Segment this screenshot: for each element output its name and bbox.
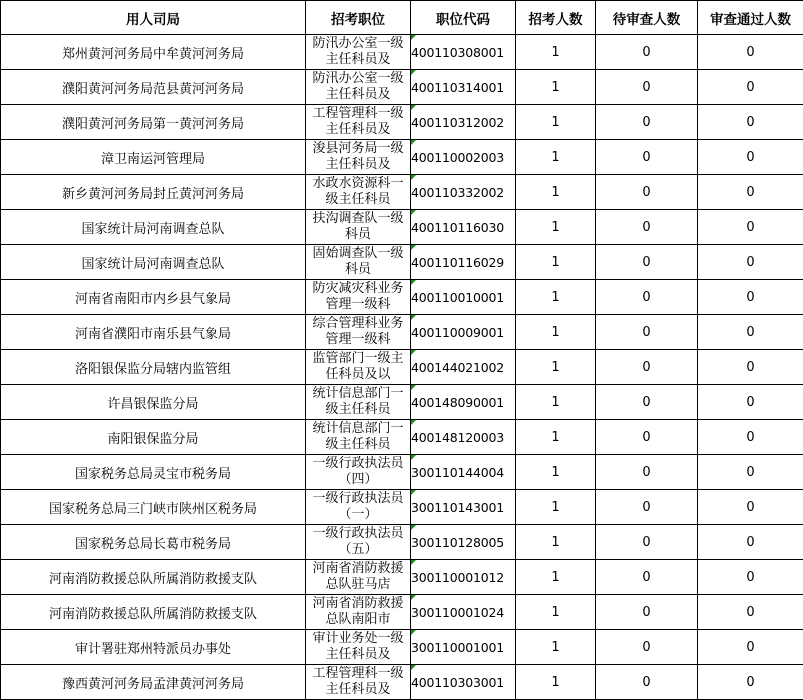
cell-position[interactable] bbox=[306, 420, 411, 455]
cell-position[interactable] bbox=[306, 210, 411, 245]
cell-pending[interactable]: 0 bbox=[596, 315, 698, 350]
cell-flag-icon bbox=[411, 35, 416, 40]
cell-employer[interactable]: 国家统计局河南调查总队 bbox=[1, 210, 306, 245]
table-row bbox=[1, 245, 803, 280]
table-row bbox=[1, 35, 803, 70]
cell-flag-icon bbox=[411, 595, 416, 600]
cell-passed[interactable]: 0 bbox=[698, 175, 803, 210]
cell-position-text: 河南省消防救援总队驻马店 bbox=[307, 561, 409, 593]
cell-pending[interactable]: 0 bbox=[596, 175, 698, 210]
table-row bbox=[1, 595, 803, 630]
cell-pending[interactable]: 0 bbox=[596, 70, 698, 105]
cell-position[interactable] bbox=[306, 245, 411, 280]
cell-flag-icon bbox=[411, 455, 416, 460]
cell-code-text: 400110009001 bbox=[411, 325, 504, 340]
header-pending[interactable]: 待审查人数 bbox=[596, 1, 698, 35]
cell-passed[interactable]: 0 bbox=[698, 105, 803, 140]
cell-passed[interactable]: 0 bbox=[698, 210, 803, 245]
cell-position[interactable] bbox=[306, 140, 411, 175]
cell-flag-icon bbox=[411, 280, 416, 285]
cell-position-text: 工程管理科一级主任科员及 bbox=[307, 666, 409, 698]
cell-position[interactable] bbox=[306, 665, 411, 700]
cell-recruit[interactable]: 1 bbox=[516, 105, 596, 140]
cell-passed[interactable]: 0 bbox=[698, 70, 803, 105]
cell-recruit[interactable]: 1 bbox=[516, 70, 596, 105]
cell-position[interactable] bbox=[306, 105, 411, 140]
cell-position[interactable] bbox=[306, 175, 411, 210]
cell-position[interactable] bbox=[306, 560, 411, 595]
cell-employer[interactable]: 河南消防救援总队所属消防救援支队 bbox=[1, 560, 306, 595]
cell-code-text: 400110332002 bbox=[411, 185, 504, 200]
cell-code-text: 400110308001 bbox=[411, 45, 504, 60]
cell-code[interactable] bbox=[411, 140, 516, 175]
cell-position-text: 一级行政执法员（四） bbox=[307, 456, 409, 488]
cell-code-text: 400110314001 bbox=[411, 80, 504, 95]
cell-position[interactable] bbox=[306, 280, 411, 315]
cell-position[interactable] bbox=[306, 385, 411, 420]
cell-code-text: 400110010001 bbox=[411, 290, 504, 305]
cell-passed[interactable]: 0 bbox=[698, 140, 803, 175]
cell-passed[interactable]: 0 bbox=[698, 560, 803, 595]
cell-flag-icon bbox=[411, 70, 416, 75]
cell-employer[interactable]: 郑州黄河河务局中牟黄河河务局 bbox=[1, 35, 306, 70]
header-passed[interactable]: 审查通过人数 bbox=[698, 1, 803, 35]
header-recruit[interactable]: 招考人数 bbox=[516, 1, 596, 35]
cell-recruit[interactable]: 1 bbox=[516, 280, 596, 315]
cell-code-text: 300110144004 bbox=[411, 465, 504, 480]
table-row bbox=[1, 280, 803, 315]
cell-employer[interactable]: 国家税务总局三门峡市陕州区税务局 bbox=[1, 490, 306, 525]
cell-position-text: 防汛办公室一级主任科员及 bbox=[307, 36, 409, 68]
cell-code-text: 400110116029 bbox=[411, 255, 504, 270]
cell-recruit[interactable]: 1 bbox=[516, 140, 596, 175]
cell-passed[interactable]: 0 bbox=[698, 315, 803, 350]
table-row bbox=[1, 385, 803, 420]
cell-employer[interactable]: 审计署驻郑州特派员办事处 bbox=[1, 630, 306, 665]
table-row bbox=[1, 350, 803, 385]
table-row bbox=[1, 665, 803, 700]
cell-employer[interactable]: 国家税务总局灵宝市税务局 bbox=[1, 455, 306, 490]
cell-code[interactable] bbox=[411, 665, 516, 700]
cell-recruit[interactable]: 1 bbox=[516, 245, 596, 280]
cell-code[interactable] bbox=[411, 595, 516, 630]
cell-code-text: 300110001001 bbox=[411, 640, 504, 655]
cell-code[interactable] bbox=[411, 455, 516, 490]
table-row bbox=[1, 420, 803, 455]
cell-passed[interactable]: 0 bbox=[698, 630, 803, 665]
cell-pending[interactable]: 0 bbox=[596, 560, 698, 595]
cell-recruit[interactable]: 1 bbox=[516, 525, 596, 560]
cell-pending[interactable]: 0 bbox=[596, 525, 698, 560]
header-position[interactable]: 招考职位 bbox=[306, 1, 411, 35]
table-row bbox=[1, 210, 803, 245]
cell-position[interactable] bbox=[306, 595, 411, 630]
cell-code[interactable] bbox=[411, 490, 516, 525]
cell-position-text: 统计信息部门一级主任科员 bbox=[307, 421, 409, 453]
cell-position-text: 一级行政执法员（五） bbox=[307, 526, 409, 558]
cell-position-text: 工程管理科一级主任科员及 bbox=[307, 106, 409, 138]
table-row bbox=[1, 560, 803, 595]
cell-position-text: 统计信息部门一级主任科员 bbox=[307, 386, 409, 418]
cell-flag-icon bbox=[411, 630, 416, 635]
cell-flag-icon bbox=[411, 385, 416, 390]
cell-flag-icon bbox=[411, 315, 416, 320]
cell-employer[interactable]: 河南省濮阳市南乐县气象局 bbox=[1, 315, 306, 350]
cell-position[interactable] bbox=[306, 70, 411, 105]
cell-passed[interactable]: 0 bbox=[698, 490, 803, 525]
cell-position-text: 扶沟调查队一级科员 bbox=[307, 211, 409, 243]
table-body bbox=[1, 35, 803, 700]
cell-position-text: 浚县河务局一级主任科员及 bbox=[307, 141, 409, 173]
cell-recruit[interactable]: 1 bbox=[516, 350, 596, 385]
cell-employer[interactable]: 河南省南阳市内乡县气象局 bbox=[1, 280, 306, 315]
cell-code-text: 400148090001 bbox=[411, 395, 504, 410]
cell-passed[interactable]: 0 bbox=[698, 350, 803, 385]
cell-position[interactable] bbox=[306, 35, 411, 70]
cell-employer[interactable]: 濮阳黄河河务局范县黄河河务局 bbox=[1, 70, 306, 105]
cell-flag-icon bbox=[411, 665, 416, 670]
cell-position-text: 防灾减灾科业务管理一级科 bbox=[307, 281, 409, 313]
cell-code[interactable] bbox=[411, 525, 516, 560]
cell-flag-icon bbox=[411, 490, 416, 495]
table-row bbox=[1, 315, 803, 350]
cell-passed[interactable]: 0 bbox=[698, 420, 803, 455]
cell-code-text: 300110143001 bbox=[411, 500, 504, 515]
cell-flag-icon bbox=[411, 175, 416, 180]
cell-recruit[interactable]: 1 bbox=[516, 210, 596, 245]
cell-code-text: 400110303001 bbox=[411, 675, 504, 690]
cell-code[interactable] bbox=[411, 35, 516, 70]
cell-code-text: 300110128005 bbox=[411, 535, 504, 550]
cell-employer[interactable]: 濮阳黄河河务局第一黄河河务局 bbox=[1, 105, 306, 140]
cell-pending[interactable]: 0 bbox=[596, 245, 698, 280]
table-row bbox=[1, 455, 803, 490]
table-row bbox=[1, 70, 803, 105]
cell-code[interactable] bbox=[411, 280, 516, 315]
cell-pending[interactable]: 0 bbox=[596, 665, 698, 700]
cell-passed[interactable]: 0 bbox=[698, 385, 803, 420]
cell-code-text: 300110001012 bbox=[411, 570, 504, 585]
cell-recruit[interactable]: 1 bbox=[516, 665, 596, 700]
table-row bbox=[1, 140, 803, 175]
cell-flag-icon bbox=[411, 105, 416, 110]
cell-flag-icon bbox=[411, 525, 416, 530]
cell-position-text: 审计业务处一级主任科员及 bbox=[307, 631, 409, 663]
cell-code[interactable] bbox=[411, 105, 516, 140]
cell-code[interactable] bbox=[411, 560, 516, 595]
cell-recruit[interactable]: 1 bbox=[516, 35, 596, 70]
cell-passed[interactable]: 0 bbox=[698, 245, 803, 280]
cell-code-text: 400148120003 bbox=[411, 430, 504, 445]
cell-code[interactable] bbox=[411, 175, 516, 210]
cell-position[interactable] bbox=[306, 630, 411, 665]
cell-pending[interactable]: 0 bbox=[596, 420, 698, 455]
cell-flag-icon bbox=[411, 140, 416, 145]
cell-position[interactable] bbox=[306, 315, 411, 350]
table-row bbox=[1, 105, 803, 140]
cell-pending[interactable]: 0 bbox=[596, 490, 698, 525]
cell-pending[interactable]: 0 bbox=[596, 280, 698, 315]
cell-position[interactable] bbox=[306, 490, 411, 525]
table-row bbox=[1, 525, 803, 560]
cell-flag-icon bbox=[411, 210, 416, 215]
cell-passed[interactable]: 0 bbox=[698, 665, 803, 700]
cell-employer[interactable]: 国家税务总局长葛市税务局 bbox=[1, 525, 306, 560]
cell-position-text: 防汛办公室一级主任科员及 bbox=[307, 71, 409, 103]
cell-pending[interactable]: 0 bbox=[596, 630, 698, 665]
table-row bbox=[1, 490, 803, 525]
cell-pending[interactable]: 0 bbox=[596, 105, 698, 140]
cell-position-text: 河南省消防救援总队南阳市 bbox=[307, 596, 409, 628]
header-code[interactable]: 职位代码 bbox=[411, 1, 516, 35]
cell-code[interactable] bbox=[411, 315, 516, 350]
cell-code-text: 400110312002 bbox=[411, 115, 504, 130]
cell-recruit[interactable]: 1 bbox=[516, 315, 596, 350]
cell-employer[interactable]: 许昌银保监分局 bbox=[1, 385, 306, 420]
cell-position-text: 一级行政执法员（一） bbox=[307, 491, 409, 523]
cell-flag-icon bbox=[411, 560, 416, 565]
cell-code-text: 300110001024 bbox=[411, 605, 504, 620]
cell-pending[interactable]: 0 bbox=[596, 455, 698, 490]
cell-employer[interactable]: 漳卫南运河管理局 bbox=[1, 140, 306, 175]
cell-recruit[interactable]: 1 bbox=[516, 595, 596, 630]
cell-employer[interactable]: 河南消防救援总队所属消防救援支队 bbox=[1, 595, 306, 630]
cell-code[interactable] bbox=[411, 350, 516, 385]
cell-passed[interactable]: 0 bbox=[698, 35, 803, 70]
cell-code-text: 400110002003 bbox=[411, 150, 504, 165]
header-employer[interactable]: 用人司局 bbox=[1, 1, 306, 35]
cell-pending[interactable]: 0 bbox=[596, 385, 698, 420]
cell-code[interactable] bbox=[411, 210, 516, 245]
cell-recruit[interactable]: 1 bbox=[516, 385, 596, 420]
cell-flag-icon bbox=[411, 420, 416, 425]
header-row bbox=[1, 1, 803, 35]
cell-position[interactable] bbox=[306, 455, 411, 490]
cell-position-text: 综合管理科业务管理一级科 bbox=[307, 316, 409, 348]
table-row bbox=[1, 175, 803, 210]
cell-recruit[interactable]: 1 bbox=[516, 175, 596, 210]
cell-employer[interactable]: 豫西黄河河务局孟津黄河河务局 bbox=[1, 665, 306, 700]
cell-employer[interactable]: 南阳银保监分局 bbox=[1, 420, 306, 455]
cell-code-text: 400144021002 bbox=[411, 360, 504, 375]
cell-passed[interactable]: 0 bbox=[698, 455, 803, 490]
cell-position[interactable] bbox=[306, 525, 411, 560]
cell-employer[interactable]: 新乡黄河河务局封丘黄河河务局 bbox=[1, 175, 306, 210]
cell-code[interactable] bbox=[411, 420, 516, 455]
cell-pending[interactable]: 0 bbox=[596, 35, 698, 70]
cell-recruit[interactable]: 1 bbox=[516, 630, 596, 665]
cell-recruit[interactable]: 1 bbox=[516, 490, 596, 525]
cell-pending[interactable]: 0 bbox=[596, 140, 698, 175]
cell-pending[interactable]: 0 bbox=[596, 595, 698, 630]
cell-position[interactable] bbox=[306, 350, 411, 385]
cell-passed[interactable]: 0 bbox=[698, 525, 803, 560]
cell-recruit[interactable]: 1 bbox=[516, 455, 596, 490]
cell-employer[interactable]: 洛阳银保监分局辖内监管组 bbox=[1, 350, 306, 385]
cell-position-text: 固始调查队一级科员 bbox=[307, 246, 409, 278]
cell-flag-icon bbox=[411, 245, 416, 250]
cell-position-text: 水政水资源科一级主任科员 bbox=[307, 176, 409, 208]
cell-pending[interactable]: 0 bbox=[596, 350, 698, 385]
table-row bbox=[1, 630, 803, 665]
cell-recruit[interactable]: 1 bbox=[516, 420, 596, 455]
cell-code[interactable] bbox=[411, 385, 516, 420]
cell-code[interactable] bbox=[411, 70, 516, 105]
cell-employer[interactable]: 国家统计局河南调查总队 bbox=[1, 245, 306, 280]
cell-code-text: 400110116030 bbox=[411, 220, 504, 235]
cell-passed[interactable]: 0 bbox=[698, 280, 803, 315]
cell-code[interactable] bbox=[411, 245, 516, 280]
cell-code[interactable] bbox=[411, 630, 516, 665]
cell-recruit[interactable]: 1 bbox=[516, 560, 596, 595]
cell-position-text: 监管部门一级主任科员及以 bbox=[307, 351, 409, 383]
cell-pending[interactable]: 0 bbox=[596, 210, 698, 245]
cell-flag-icon bbox=[411, 350, 416, 355]
cell-passed[interactable]: 0 bbox=[698, 595, 803, 630]
table-header bbox=[1, 1, 803, 35]
